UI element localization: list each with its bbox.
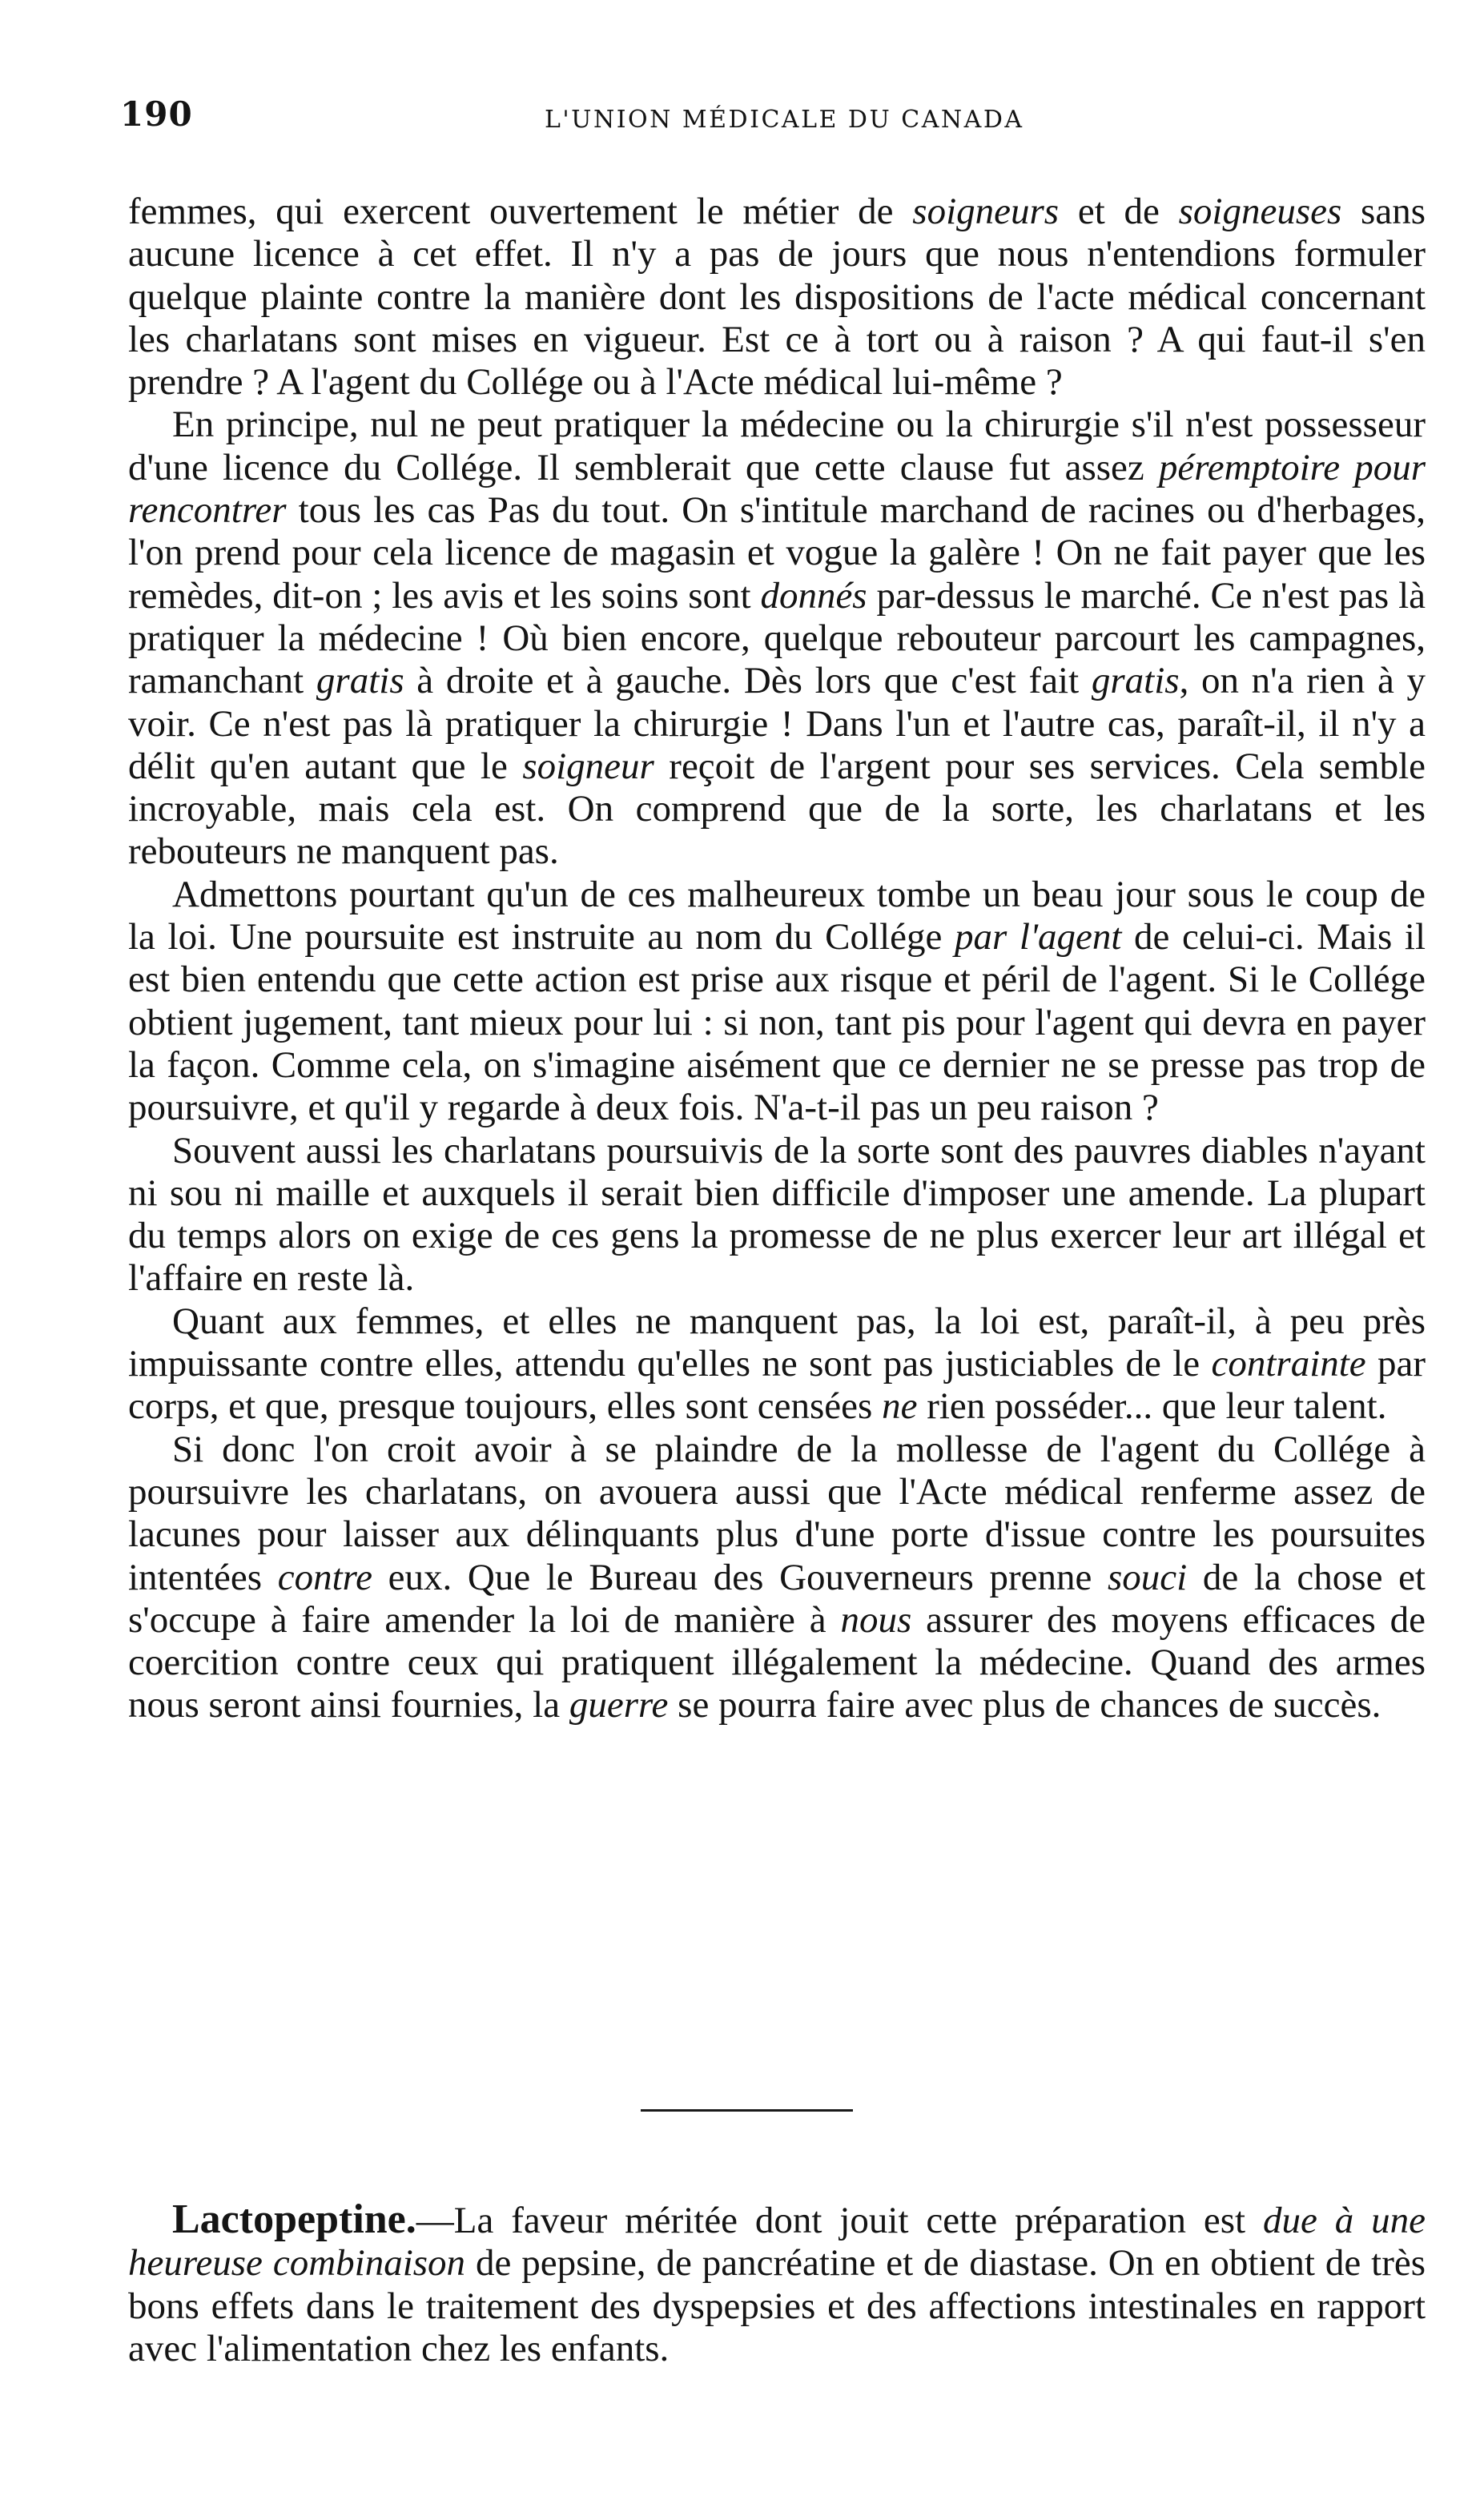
em-dash: — [416,2200,454,2241]
text-run: En principe, nul ne peut pratiquer la médecine ou la chirurgie s'il n'est possesseur d'une licence du Collége. Il semblerait que cette clause fut assez [128,404,1426,488]
text-run: Admettons pourtant qu'un de ces malheureux tombe un beau jour sous le coup de la loi. Une poursuite est instruite au nom du Collége [128,873,1426,959]
text-run: assurer des moyens efficaces de coercition contre ceux qui pratiquent illégalement la médecine. Quand des armes nous seront ainsi fournies, la [128,1598,1426,1726]
page-header [120,94,1442,151]
paragraph-6 [128,1429,1426,1727]
lactopeptine-notice [128,2198,1426,2370]
text-run: Si donc l'on croit avoir à se plaindre de la mollesse de l'agent du Collége à poursuivre les charlatans, on avouera aussi que l'Acte médical renferme assez de lacunes pour laisser aux délinquants plus d'une porte d'issue contre les poursuites intentées [128,1428,1426,1598]
italic-run: nous [840,1598,912,1641]
text-run: à droite et à gauche. Dès lors que c'est fait [404,660,1092,702]
text-run: Souvent aussi les charlatans poursuivis de la sorte sont des pauvres diables n'ayant ni sou ni maille et auxquels il serait bien difficile d'imposer une amende. La plupart du temps alors on exige de ces gens la promesse de ne plus exercer leur art illégal et l'affaire en reste là. [128,1129,1426,1300]
text-run: tous les cas Pas du tout. On s'intitule marchand de racines ou d'herbages, l'on prend pour cela licence de magasin et vogue la galère ! On ne fait payer que les remèdes, dit-on ; les avis et les soins sont [128,489,1426,617]
text-run: , on n'a rien à y voir. Ce n'est pas là pratiquer la chirurgie ! Dans l'un et l'autre cas, paraît-il, il n'y a délit qu'en autant que le [128,660,1426,787]
text-run: sans aucune licence à cet effet. Il n'y a pas de jours que nous n'entendions formuler quelque plainte contre la manière dont les dispositions de l'acte médical concernant les charlatans sont mises en vigueur. Est ce à tort ou à raison ? A qui faut-il s'en prendre ? A l'agent du Collége ou à l'Acte médical lui-même ? [128,191,1426,404]
italic-run: soigneur [522,745,654,787]
paragraph-2 [128,404,1426,873]
italic-run: péremptoire pour rencontrer [128,446,1426,532]
text-run: La faveur méritée dont jouit cette préparation est [453,2200,1263,2241]
italic-run: contrainte [1211,1343,1366,1385]
running-head: L'UNION MÉDICALE DU CANADA [545,106,1024,134]
italic-run: gratis [1091,660,1180,702]
text-run: femmes, qui exercent ouvertement le métier de [128,191,913,232]
text-run: de celui-ci. Mais il est bien entendu que cette action est prise aux risque et péril de l'agent. Si le Collége obtient jugement, tant mieux pour lui : si non, tant pis pour l'agent qui devra en payer la façon. Comme cela, on s'imagine aisément que ce dernier ne se presse pas trop de poursuivre, et qu'il y regarde à deux fois. N'a-t-il pas un peu raison ? [128,916,1426,1129]
text-run: reçoit de l'argent pour ses services. Cela semble incroyable, mais cela est. On comprend que de la sorte, les charlatans et les rebouteurs ne manquent pas. [128,745,1426,873]
paragraph-1 [128,191,1426,404]
italic-run: gratis [316,660,404,702]
paragraph-4 [128,1130,1426,1300]
text-run: eux. Que le Bureau des Gouverneurs prenne [372,1556,1108,1598]
text-run: et de [1059,191,1179,232]
italic-run: contre [277,1556,373,1598]
italic-run: donnés [760,574,867,617]
section-divider [641,2109,853,2112]
italic-run: par l'agent [954,916,1122,959]
italic-run: souci [1108,1556,1188,1598]
text-run: se pourra faire avec plus de chances de succès. [668,1684,1381,1726]
italic-run: soigneuses [1178,191,1342,232]
text-run: de la chose et s'occupe à faire amender la loi de manière à [128,1556,1426,1641]
text-run: par-dessus le marché. Ce n'est pas là pratiquer la médecine ! Où bien encore, quelque rebouteur parcourt les campagnes, ramanchant [128,574,1426,702]
article-body [128,191,1426,1727]
italic-run: ne [882,1385,918,1428]
page-number: 190 [120,94,193,134]
italic-run: guerre [569,1684,669,1726]
text-run: rien posséder... que leur talent. [917,1385,1387,1428]
paragraph-5 [128,1300,1426,1429]
paragraph-3 [128,874,1426,1130]
italic-run: due à une heureuse combinaison [128,2200,1426,2285]
text-run: Quant aux femmes, et elles ne manquent pas, la loi est, paraît-il, à peu près impuissante contre elles, attendu qu'elles ne sont pas justiciables de le [128,1300,1426,1385]
text-run: par corps, et que, presque toujours, elles sont censées [128,1343,1426,1428]
notice-headword: Lactopeptine. [172,2196,416,2242]
text-run: de pepsine, de pancréatine et de diastase. On en obtient de très bons effets dans le traitement des dyspepsies et des affections intestinales en rapport avec l'alimentation chez les enfants. [128,2242,1426,2369]
italic-run: soigneurs [912,191,1060,232]
lactopeptine-paragraph [128,2198,1426,2370]
